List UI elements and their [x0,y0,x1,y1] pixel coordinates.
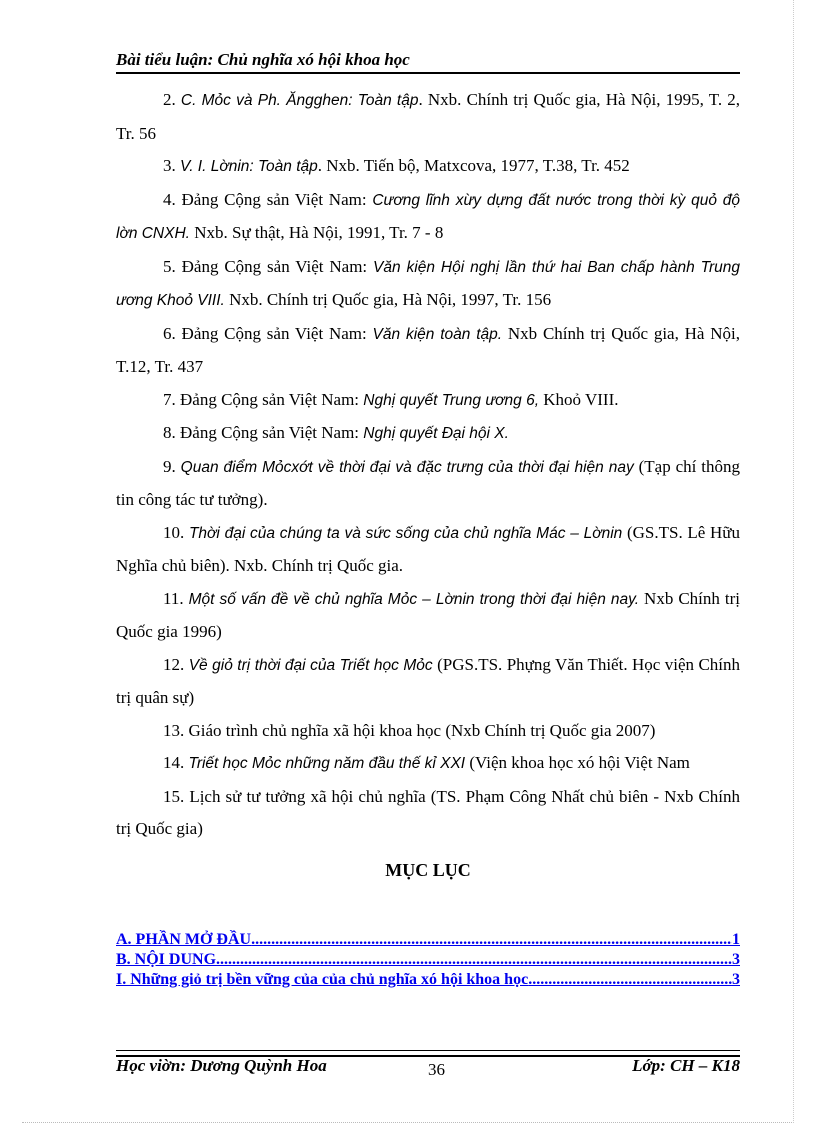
footer-class: Lớp: CH – K18 [632,1056,740,1075]
table-of-contents [116,930,740,990]
reference-item [116,781,740,846]
reference-details: (Viện khoa học xó hội Việt Nam [465,753,690,772]
reference-number: 15. [163,786,185,806]
toc-entry-page[interactable]: 1 [732,931,740,948]
reference-number: 2. [163,90,176,109]
toc-entry-intro[interactable] [116,930,740,950]
reference-item [116,184,740,251]
page-edge-right [793,0,794,1123]
reference-item [116,84,740,150]
reference-details: Nxb Chính trị Quốc gia 1996) [116,588,740,641]
reference-details: Nxb. Chính trị Quốc gia, Hà Nội, 1997, Tr. 156 [224,290,552,309]
toc-entry-label[interactable]: B. NỘI DUNG [116,951,217,968]
footer-student: Học viờn: Dương Quỳnh Hoa [116,1056,327,1075]
reference-details: (Tạp chí thông tin công tác tư tưởng). [116,456,741,509]
reference-title: Về giỏ trị thời đại của Triết học Mỏc [188,656,433,674]
toc-entry-content[interactable] [116,950,740,970]
toc-title: MỤC LỤC [385,860,471,880]
reference-title: V. I. Lờnin: Toàn tập [180,158,318,175]
reference-item [116,384,740,418]
reference-title: Cương lĩnh xừy dựng đất nước trong thời kỳ quỏ độ lờn CNXH. [116,191,740,242]
reference-number: 14. [163,753,185,772]
reference-item [116,451,740,517]
reference-author: Đảng Cộng sản Việt Nam: [180,389,364,409]
reference-number: 13. [163,720,185,740]
reference-title: Thời đại của chúng ta và sức sống của chủ nghĩa Mác – Lờnin [188,524,623,542]
reference-list [116,84,740,846]
reference-author: Đảng Cộng sản Việt Nam: [181,256,374,276]
reference-number: 8. [163,423,176,442]
reference-details: Nxb Chính trị Quốc gia, Hà Nội, T.12, Tr. 437 [116,323,740,376]
reference-details: Nxb. Sự thật, Hà Nội, 1991, Tr. 7 - 8 [189,223,444,242]
reference-details: (PGS.TS. Phựng Văn Thiết. Học viện Chính trị quân sự) [116,654,741,707]
toc-leader-dots [251,930,732,950]
reference-title: Nghị quyết Đại hội X. [363,425,509,442]
reference-item [116,417,740,451]
page-number: 36 [428,1060,445,1079]
reference-title: Văn kiện Hội nghị lần thứ hai Ban chấp hành Trung ương Khoỏ VIII. [116,258,740,309]
page-header [116,50,740,74]
reference-number: 6. [163,323,176,343]
reference-details: . Nxb. Chính trị Quốc gia, Hà Nội, 1995, T. 2, Tr. 56 [116,90,741,143]
reference-item [116,583,740,649]
toc-leader-dots [528,970,732,990]
reference-author: Đảng Cộng sản Việt Nam: [180,423,364,442]
reference-item [116,318,740,384]
toc-entry-page[interactable]: 3 [732,951,740,968]
reference-item [116,649,740,715]
reference-number: 4. [163,189,176,209]
reference-title: Văn kiện toàn tập. [372,325,503,343]
header-title: Bài tiểu luận: Chủ nghĩa xó hội khoa học [116,50,410,69]
toc-entry-section-1[interactable] [116,970,740,990]
reference-number: 3. [163,156,176,175]
toc-leader-dots [216,950,732,970]
reference-title: Triết học Mỏc những năm đầu thế kỉ XXI [188,755,466,772]
reference-item [116,150,740,184]
reference-details: (GS.TS. Lê Hữu Nghĩa chủ biên). Nxb. Chính trị Quốc gia. [116,522,741,575]
reference-author: Đảng Cộng sản Việt Nam: [181,323,373,343]
reference-title: Một số vấn đề về chủ nghĩa Mỏc – Lờnin trong thời đại hiện nay. [188,590,640,608]
reference-item [116,747,740,781]
reference-details: Khoỏ VIII. [539,389,619,409]
toc-entry-page[interactable]: 3 [732,971,740,988]
reference-number: 10. [163,522,185,542]
reference-details: . Nxb. Tiến bộ, Matxcova, 1977, T.38, Tr. 452 [317,156,630,175]
reference-text: Giáo trình chủ nghĩa xã hội khoa học (Nxb Chính trị Quốc gia 2007) [188,720,656,740]
reference-number: 11. [163,588,184,608]
reference-title: Quan điểm Mỏcxớt về thời đại và đặc trưng của thời đại hiện nay [180,458,634,476]
reference-item [116,251,740,318]
reference-item [116,715,740,748]
reference-number: 12. [163,654,185,674]
reference-text: Lịch sử tư tưởng xã hội chủ nghĩa (TS. Phạm Công Nhất chủ biên - Nxb Chính trị Quốc gia) [116,786,741,838]
reference-author: Đảng Cộng sản Việt Nam: [181,189,373,209]
toc-entry-label[interactable]: A. PHẦN MỞ ĐẦU [116,931,252,948]
toc-entry-label[interactable]: I. Những giỏ trị bền vững của của chủ nghĩa xó hội khoa học [116,971,529,988]
reference-item [116,517,740,583]
reference-number: 7. [163,389,176,409]
reference-title: C. Mỏc và Ph. Ăngghen: Toàn tập [180,92,419,109]
reference-number: 5. [163,256,176,276]
reference-title: Nghị quyết Trung ương 6, [363,391,540,409]
reference-number: 9. [163,456,176,476]
